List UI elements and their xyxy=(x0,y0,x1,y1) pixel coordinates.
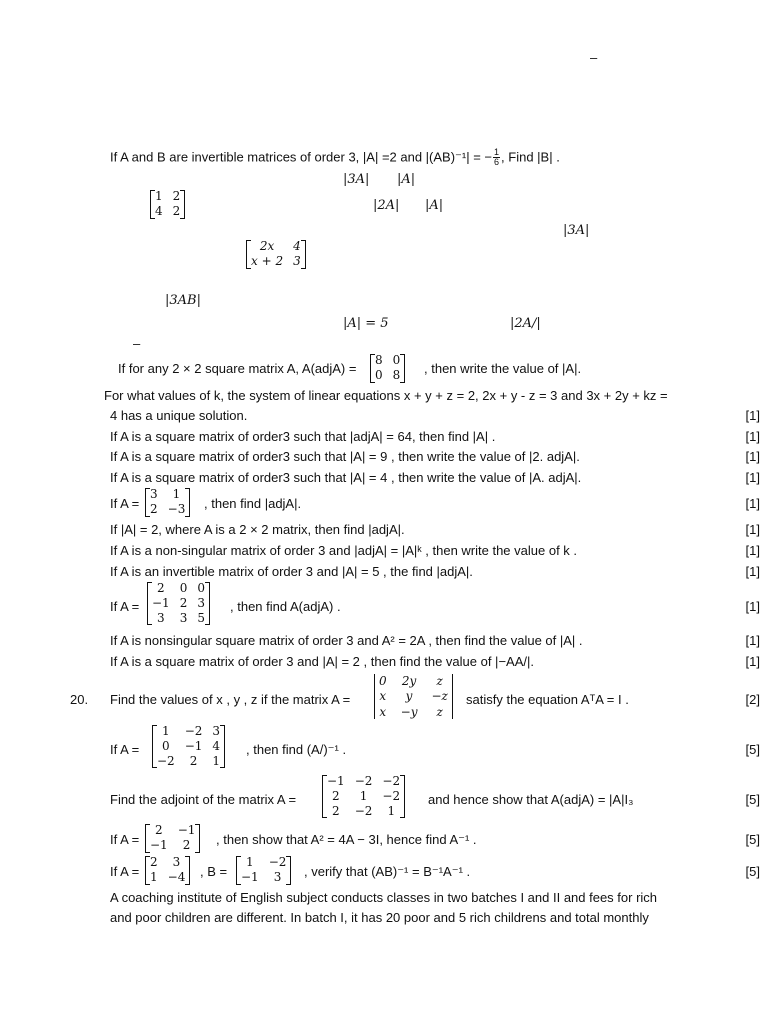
matrix-cell: z xyxy=(436,674,443,688)
marks: [2] xyxy=(745,692,760,707)
matrix-cell: 2y xyxy=(401,674,417,688)
marks: [1] xyxy=(745,564,760,579)
marks: [5] xyxy=(745,792,760,807)
matrix-cell: 3 xyxy=(212,724,221,738)
matrix-cell: 4 xyxy=(155,203,163,218)
matrix-cell: 1 xyxy=(246,855,254,869)
question-15-pre: If A = xyxy=(110,742,140,757)
matrix-cell: 3 xyxy=(179,610,188,625)
matrix-cell: 1 xyxy=(172,487,181,501)
marks: [1] xyxy=(745,408,760,423)
matrix-cell: 2 xyxy=(150,855,158,869)
matrix-cell: −2 xyxy=(382,788,401,803)
matrix-cell: 3 xyxy=(157,610,165,625)
question-5: If A is a square matrix of order3 such that |A| = 9 , then write the value of |2. adjA|. xyxy=(110,449,580,464)
marks: [1] xyxy=(745,599,760,614)
matrix-cell: 1 xyxy=(387,803,396,818)
matrix-cell: 4 xyxy=(293,239,301,253)
matrix-cell: 3 xyxy=(293,253,301,268)
matrix-cell: 3 xyxy=(172,855,181,869)
question-3-line-1: For what values of k, the system of linear equations x + y + z = 2, 2x + y - z = 3 and 3x + 2y + kz = xyxy=(104,388,668,403)
matrix-cell: 0 xyxy=(162,738,170,753)
fragment: |3A| xyxy=(343,172,370,187)
question-1-text: If A and B are invertible matrices of order 3, |A| =2 and |(AB)⁻¹| = − xyxy=(110,149,493,165)
question-17-pre: If A = xyxy=(110,832,140,847)
question-7-post: , then find |adjA|. xyxy=(204,496,302,511)
fragment: – xyxy=(133,336,141,351)
matrix-cell: x + 2 xyxy=(251,253,284,268)
matrix-cell: 0 xyxy=(375,367,383,382)
question-11-pre: If A = xyxy=(110,599,140,614)
fragment: |A| xyxy=(397,172,416,187)
question-10: If A is an invertible matrix of order 3 and |A| = 5 , the find |adjA|. xyxy=(110,564,473,579)
question-1-tail: , Find |B| . xyxy=(501,149,560,165)
marks: [1] xyxy=(745,496,760,511)
question-15-post: , then find (A/)⁻¹ . xyxy=(246,742,347,757)
matrix-cell: 2 xyxy=(332,788,340,803)
matrix-cell: 2 xyxy=(157,581,165,595)
matrix-cell: 3 xyxy=(150,487,158,501)
question-16-post: and hence show that A(adjA) = |A|I₃ xyxy=(428,792,634,807)
question-14-matrix xyxy=(374,674,453,719)
matrix-cell: 4 xyxy=(212,738,221,753)
matrix-cell: 2x xyxy=(259,239,275,253)
marks: [1] xyxy=(745,654,760,669)
question-7-matrix xyxy=(145,488,190,517)
fraction-denominator: 6 xyxy=(494,157,500,168)
question-9: If A is a non-singular matrix of order 3 and |adjA| = |A|ᵏ , then write the value of k . xyxy=(110,543,578,558)
matrix-cell: −2 xyxy=(184,724,203,738)
top-dash: – xyxy=(590,50,598,65)
question-14-post: satisfy the equation AᵀA = I . xyxy=(466,692,629,707)
matrix-cell: −1 xyxy=(150,837,168,852)
marks: [5] xyxy=(745,864,760,879)
matrix-cell: 1 xyxy=(359,788,368,803)
fragment-matrix xyxy=(150,190,185,219)
matrix-cell: x xyxy=(379,689,387,704)
question-8: If |A| = 2, where A is a 2 × 2 matrix, then find |adjA|. xyxy=(110,522,405,537)
matrix-cell: 1 xyxy=(150,869,158,884)
question-11-post: , then find A(adjA) . xyxy=(230,599,341,614)
matrix-cell: 5 xyxy=(197,610,205,625)
matrix-cell: 2 xyxy=(155,823,163,837)
matrix-cell: 0 xyxy=(392,353,401,367)
matrix-cell: 2 xyxy=(172,203,181,218)
matrix-cell: 2 xyxy=(172,189,181,203)
matrix-cell: z xyxy=(436,704,443,719)
matrix-cell: −2 xyxy=(382,774,401,788)
marks: [5] xyxy=(745,832,760,847)
question-19-line-2: and poor children are different. In batch I, it has 20 poor and 5 rich childrens and total monthly xyxy=(110,910,649,925)
question-number: 20. xyxy=(70,692,89,707)
matrix-cell: −1 xyxy=(241,869,259,884)
question-3-line-2: 4 has a unique solution. xyxy=(110,408,248,423)
matrix-cell: −3 xyxy=(167,501,186,516)
fraction-numerator: 1 xyxy=(494,147,500,157)
matrix-cell: 0 xyxy=(179,581,188,595)
fragment: |2A/| xyxy=(510,316,541,331)
question-14-pre: Find the values of x , y , z if the matrix A = xyxy=(110,692,351,707)
question-19-line-1: A coaching institute of English subject conducts classes in two batches I and II and fees for rich xyxy=(110,890,658,905)
question-2-pre: If for any 2 × 2 square matrix A, A(adjA) = xyxy=(118,361,357,376)
matrix-cell: −4 xyxy=(167,869,186,884)
marks: [1] xyxy=(745,633,760,648)
matrix-cell: −1 xyxy=(184,738,203,753)
fragment: |A| = 5 xyxy=(343,316,389,331)
matrix-cell: −y xyxy=(400,704,418,719)
matrix-cell: 2 xyxy=(332,803,340,818)
matrix-cell: −2 xyxy=(268,855,287,869)
matrix-cell: 8 xyxy=(375,353,383,367)
matrix-cell: 1 xyxy=(212,753,221,768)
fragment-matrix xyxy=(246,240,306,269)
question-2-matrix xyxy=(370,354,405,383)
matrix-cell: y xyxy=(405,689,413,704)
matrix-cell: 1 xyxy=(162,724,170,738)
matrix-cell: −z xyxy=(431,689,448,704)
question-6: If A is a square matrix of order3 such that |A| = 4 , then write the value of |A. adjA|. xyxy=(110,470,582,485)
marks: [1] xyxy=(745,429,760,444)
fragment: |3A| xyxy=(563,223,590,238)
matrix-cell: 3 xyxy=(273,869,282,884)
matrix-cell: 3 xyxy=(197,595,205,610)
question-17-post: , then show that A² = 4A − 3I, hence find A⁻¹ . xyxy=(216,832,477,847)
matrix-cell: 2 xyxy=(189,753,198,768)
question-18-matrix-b xyxy=(236,856,291,885)
matrix-cell: −2 xyxy=(354,803,373,818)
question-17-matrix xyxy=(145,824,200,853)
matrix-cell: 0 xyxy=(197,581,205,595)
matrix-cell: −1 xyxy=(152,595,170,610)
question-2-post: , then write the value of |A|. xyxy=(424,361,582,376)
question-16-pre: Find the adjoint of the matrix A = xyxy=(110,792,297,807)
matrix-cell: −1 xyxy=(327,774,345,788)
question-18-post: , verify that (AB)⁻¹ = B⁻¹A⁻¹ . xyxy=(304,864,471,879)
marks: [5] xyxy=(745,742,760,757)
question-15-matrix xyxy=(152,725,225,768)
question-18-pre: If A = xyxy=(110,864,140,879)
question-11-matrix xyxy=(147,582,210,625)
question-18-mid: , B = xyxy=(200,864,228,879)
matrix-cell: 2 xyxy=(182,837,191,852)
fragment: |3AB| xyxy=(165,293,201,308)
fragment: |A| xyxy=(425,198,444,213)
question-13: If A is a square matrix of order 3 and |A| = 2 , then find the value of |−AA/|. xyxy=(110,654,534,669)
matrix-cell: −2 xyxy=(354,774,373,788)
question-1 xyxy=(110,148,560,168)
marks: [1] xyxy=(745,470,760,485)
fraction xyxy=(493,148,500,168)
fragment: |2A| xyxy=(373,198,400,213)
question-18-matrix-a xyxy=(145,856,190,885)
matrix-cell: 2 xyxy=(150,501,158,516)
matrix-cell: x xyxy=(379,704,387,719)
matrix-cell: −1 xyxy=(177,823,196,837)
matrix-cell: −2 xyxy=(157,753,175,768)
question-4: If A is a square matrix of order3 such that |adjA| = 64, then find |A| . xyxy=(110,429,496,444)
matrix-cell: 1 xyxy=(155,189,163,203)
marks: [1] xyxy=(745,449,760,464)
marks: [1] xyxy=(745,522,760,537)
matrix-cell: 8 xyxy=(392,367,401,382)
question-7-pre: If A = xyxy=(110,496,140,511)
question-12: If A is nonsingular square matrix of order 3 and A² = 2A , then find the value of |A| . xyxy=(110,633,583,648)
matrix-cell: 0 xyxy=(379,674,387,688)
marks: [1] xyxy=(745,543,760,558)
matrix-cell: 2 xyxy=(179,595,188,610)
question-16-matrix xyxy=(322,775,405,818)
